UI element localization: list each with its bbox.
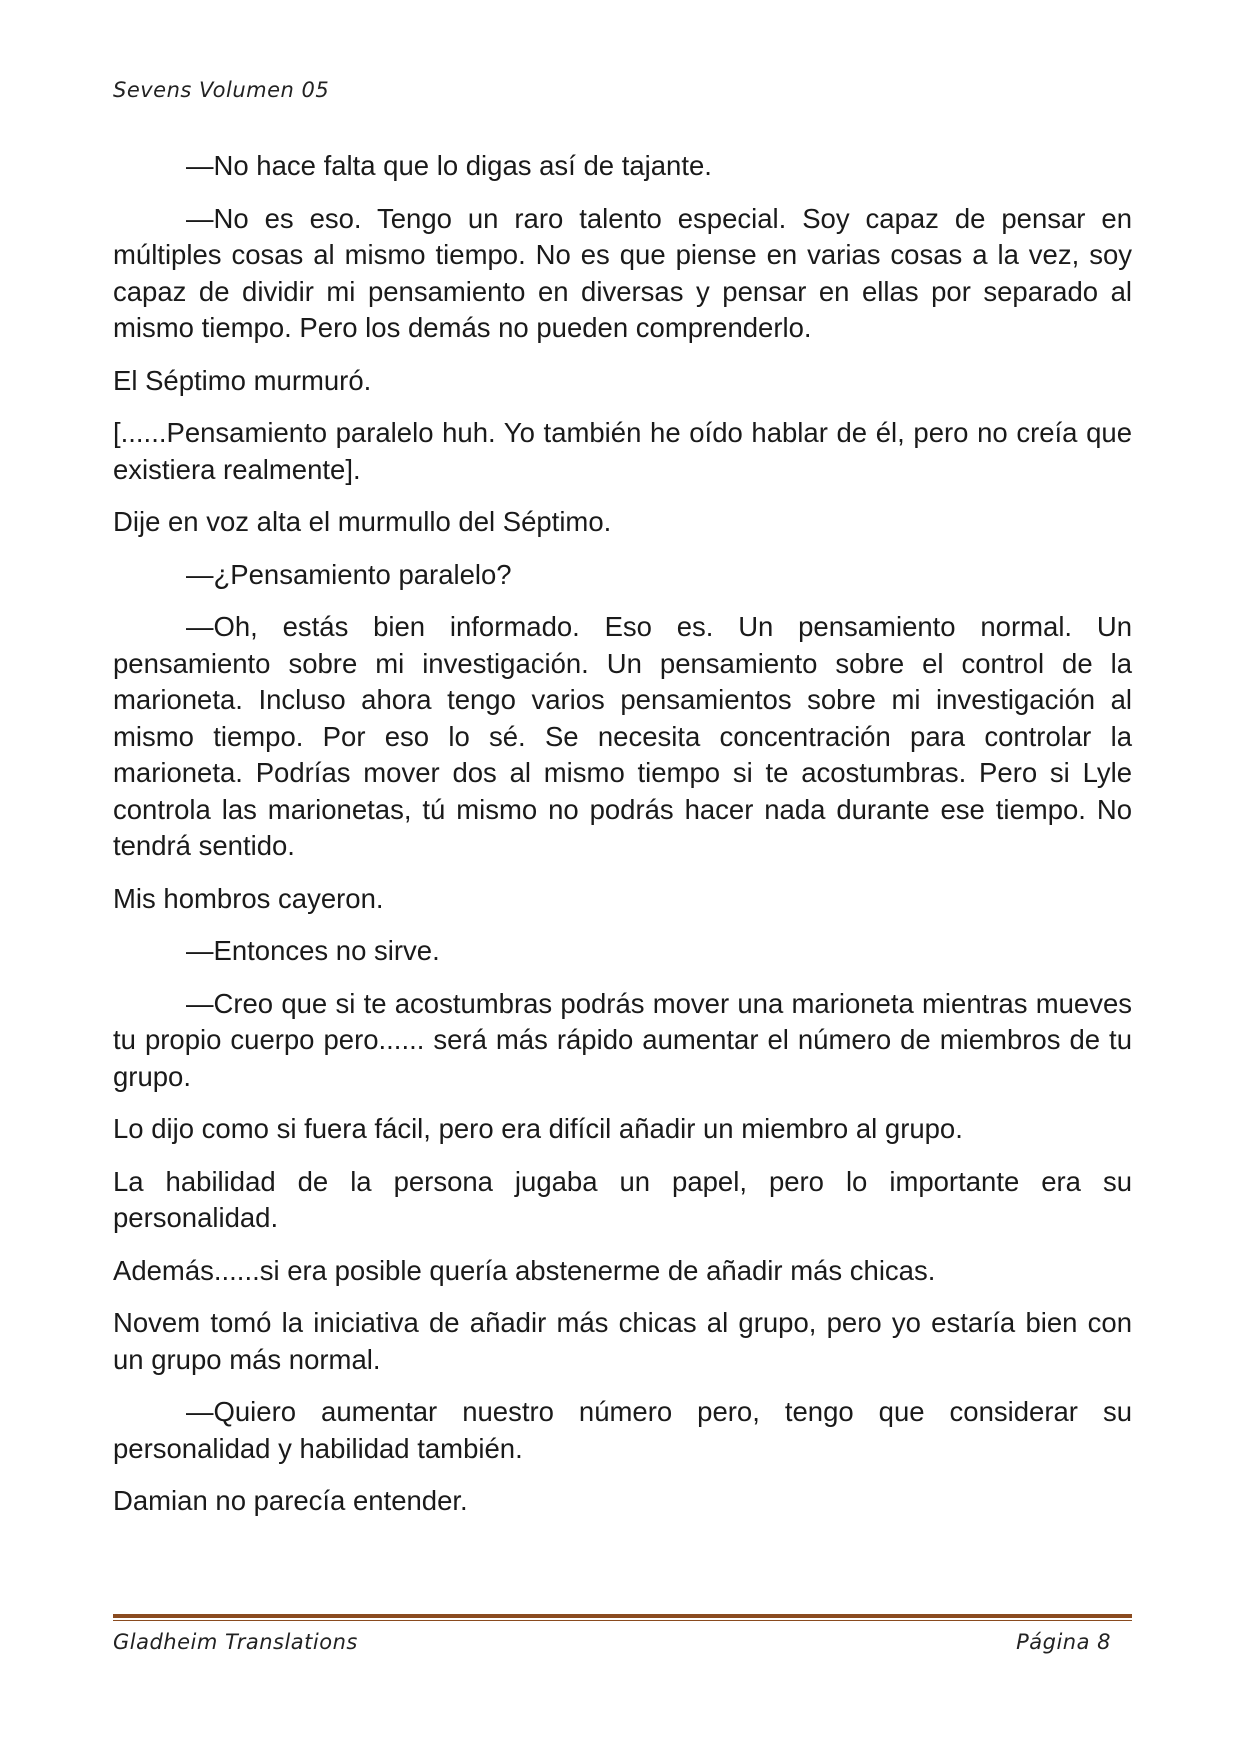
page-number: Página 8 xyxy=(1016,1630,1111,1654)
paragraph: —¿Pensamiento paralelo? xyxy=(186,558,512,590)
paragraph: —Oh, estás bien informado. Eso es. Un pensamiento normal. Un pensamiento sobre mi investigación. Un pensamiento sobre el control de la marioneta. Incluso ahora tengo varios pensamientos sobre mi investigación al mismo tiempo. Por eso lo sé. Se necesita concentración para controlar la marioneta. Podrías mover dos al mismo tiempo si te acostumbras. Pero si Lyle controla las marionetas, tú mismo no podrás hacer nada durante ese tiempo. No tendrá sentido. xyxy=(113,611,1132,861)
footer-credit: Gladheim Translations xyxy=(113,1630,358,1654)
paragraph: [......Pensamiento paralelo huh. Yo también he oído hablar de él, pero no creía que existiera realmente]. xyxy=(113,417,1132,485)
paragraph: Mis hombros cayeron. xyxy=(113,882,384,914)
footer-divider xyxy=(113,1614,1132,1621)
header-title: Sevens Volumen 05 xyxy=(113,78,330,102)
footer-divider-thin xyxy=(113,1620,1132,1621)
footer-divider-thick xyxy=(113,1614,1132,1618)
paragraph: —Entonces no sirve. xyxy=(186,935,440,966)
paragraph: —Creo que si te acostumbras podrás mover una marioneta mientras mueves tu propio cuerpo pero...... será más rápido aumentar el número de miembros de tu grupo. xyxy=(113,987,1132,1092)
paragraph: —Quiero aumentar nuestro número pero, tengo que considerar su personalidad y habilidad también. xyxy=(113,1396,1132,1464)
paragraph: —No es eso. Tengo un raro talento especial. Soy capaz de pensar en múltiples cosas al mismo tiempo. No es que piense en varias cosas a la vez, soy capaz de dividir mi pensamiento en diversas y pensar en ellas por separado al mismo tiempo. Pero los demás no pueden comprenderlo. xyxy=(113,202,1132,343)
paragraph: La habilidad de la persona jugaba un papel, pero lo importante era su personalidad. xyxy=(113,1165,1132,1233)
paragraph: Además......si era posible quería abstenerme de añadir más chicas. xyxy=(113,1254,936,1286)
paragraph: Dije en voz alta el murmullo del Séptimo. xyxy=(113,506,612,537)
paragraph: El Séptimo murmuró. xyxy=(113,364,372,396)
paragraph: —No hace falta que lo digas así de tajante. xyxy=(186,150,712,181)
paragraph: Novem tomó la iniciativa de añadir más chicas al grupo, pero yo estaría bien con un grupo más normal. xyxy=(113,1307,1132,1375)
body-text xyxy=(113,148,1132,1536)
paragraph: Lo dijo como si fuera fácil, pero era difícil añadir un miembro al grupo. xyxy=(113,1113,963,1144)
paragraph: Damian no parecía entender. xyxy=(113,1485,468,1516)
